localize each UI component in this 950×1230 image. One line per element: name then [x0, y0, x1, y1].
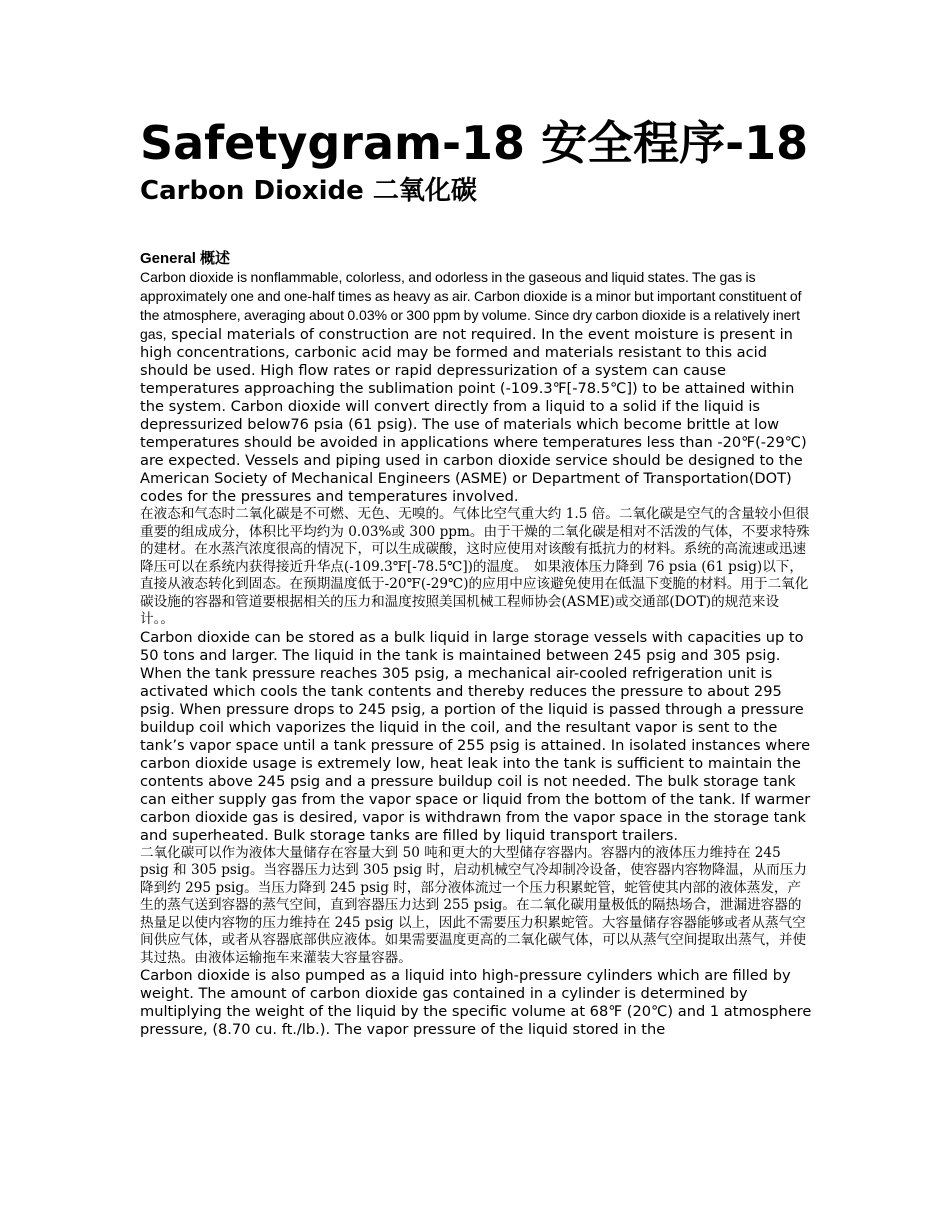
paragraph-storage-en: Carbon dioxide can be stored as a bulk liquid in large storage vessels with capacities up to 50 tons and larger. The liquid in the tank is maintained between 245 psig and 305 psig. When the tank pressure reaches 305 psig, a mechanical air-cooled refrigeration unit is activated which cools the tank contents and thereby reduces the pressure to about 295 psig. When pressure drops to 245 psig, a portion of the liquid is passed through a pressure buildup coil which vaporizes the liquid in the coil, and the resultant vapor is sent to the tank’s vapor space until a tank pressure of 255 psig is attained. In isolated instances where carbon dioxide usage is extremely low, heat leak into the tank is sufficient to maintain the contents above 245 psig and a pressure buildup coil is not needed. The bulk storage tank can either supply gas from the vapor space or liquid from the bottom of the tank. If warmer carbon dioxide gas is desired, vapor is withdrawn from the vapor space in the storage tank and superheated. Bulk storage tanks are filled by liquid transport trailers.	[140, 628, 811, 844]
paragraph-general-en-part2: special materials of construction are not required. In the event moisture is present in high concentrations, carbonic acid may be formed and materials resistant to this acid should be used. High flow rates or rapid depressurization of a system can cause temperatures approaching the sublimation point (-109.3℉[-78.5℃]) to be attained within the system. Carbon dioxide will convert directly from a liquid to a solid if the liquid is depressurized below76 psia (61 psig). The use of materials which become brittle at low temperatures should be avoided in applications where temperatures less than -20℉(-29℃) are expected. Vessels and piping used in carbon dioxide service should be designed to the American Society of Mechanical Engineers (ASME) or Department of Transportation(DOT) codes for the pressures and temperatures involved.	[140, 326, 807, 505]
paragraph-storage-zh: 二氧化碳可以作为液体大量储存在容量大到 50 吨和更大的大型储存容器内。容器内的液体压力维持在 245 psig 和 305 psig。当容器压力达到 305 psig 时，启动机械空气冷却制冷设备，使容器内容物降温，从而压力降到约 295 psig。当压力降到 245 psig 时，部分液体流过一个压力积累蛇管，蛇管使其内部的液体蒸发，产生的蒸气送到容器的蒸气空间，直到容器压力达到 255 psig。在二氧化碳用量极低的隔热场合，泄漏进容器的热量足以使内容物的压力维持在 245 psig 以上，因此不需要压力积累蛇管。大容量储存容器能够或者从蒸气空间供应气体，或者从容器底部供应液体。如果需要温度更高的二氧化碳气体，可以从蒸气空间提取出蒸气，并使其过热。由液体运输拖车来灌装大容量容器。	[140, 844, 807, 966]
document-subtitle: Carbon Dioxide 二氧化碳	[140, 176, 477, 206]
document-page	[140, 112, 812, 1039]
section-heading-general: General 概述	[140, 250, 231, 267]
paragraph-general-en	[140, 268, 812, 506]
paragraph-general-en-part1: Carbon dioxide is nonflammable, colorless, and odorless in the gaseous and liquid states. The gas is approximately one and one-half times as heavy as air. Carbon dioxide is a minor but important constituent of the atmosphere, averaging about 0.03% or 300 ppm by volume. Since dry carbon dioxide is a relatively inert gas,	[140, 269, 802, 342]
paragraph-cylinders-en: Carbon dioxide is also pumped as a liquid into high-pressure cylinders which are filled by weight. The amount of carbon dioxide gas contained in a cylinder is determined by multiplying the weight of the liquid by the specific volume at 68℉ (20℃) and 1 atmosphere pressure, (8.70 cu. ft./lb.). The vapor pressure of the liquid stored in the	[140, 967, 812, 1038]
document-title: Safetygram-18 安全程序-18	[140, 116, 809, 170]
paragraph-general-zh: 在液态和气态时二氧化碳是不可燃、无色、无嗅的。气体比空气重大约 1.5 倍。二氧化碳是空气的含量较小但很重要的组成成分，体积比平均约为 0.03%或 300 ppm。由于干燥的二氧化碳是相对不活泼的气体，不要求特殊的建材。在水蒸汽浓度很高的情况下，可以生成碳酸，这时应使用对该酸有抵抗力的材料。系统的高流速或迅速降压可以在系统内获得接近升华点(-109.3℉[-78.5℃])的温度。 如果液体压力降到 76 psia (61 psig)以下，直接从液态转化到固态。在预期温度低于-20℉(-29℃)的应用中应该避免使用在低温下变脆的材料。用于二氧化碳设施的容器和管道要根据相关的压力和温度按照美国机械工程师协会(ASME)或交通部(DOT)的规范来设计。。	[140, 506, 810, 627]
